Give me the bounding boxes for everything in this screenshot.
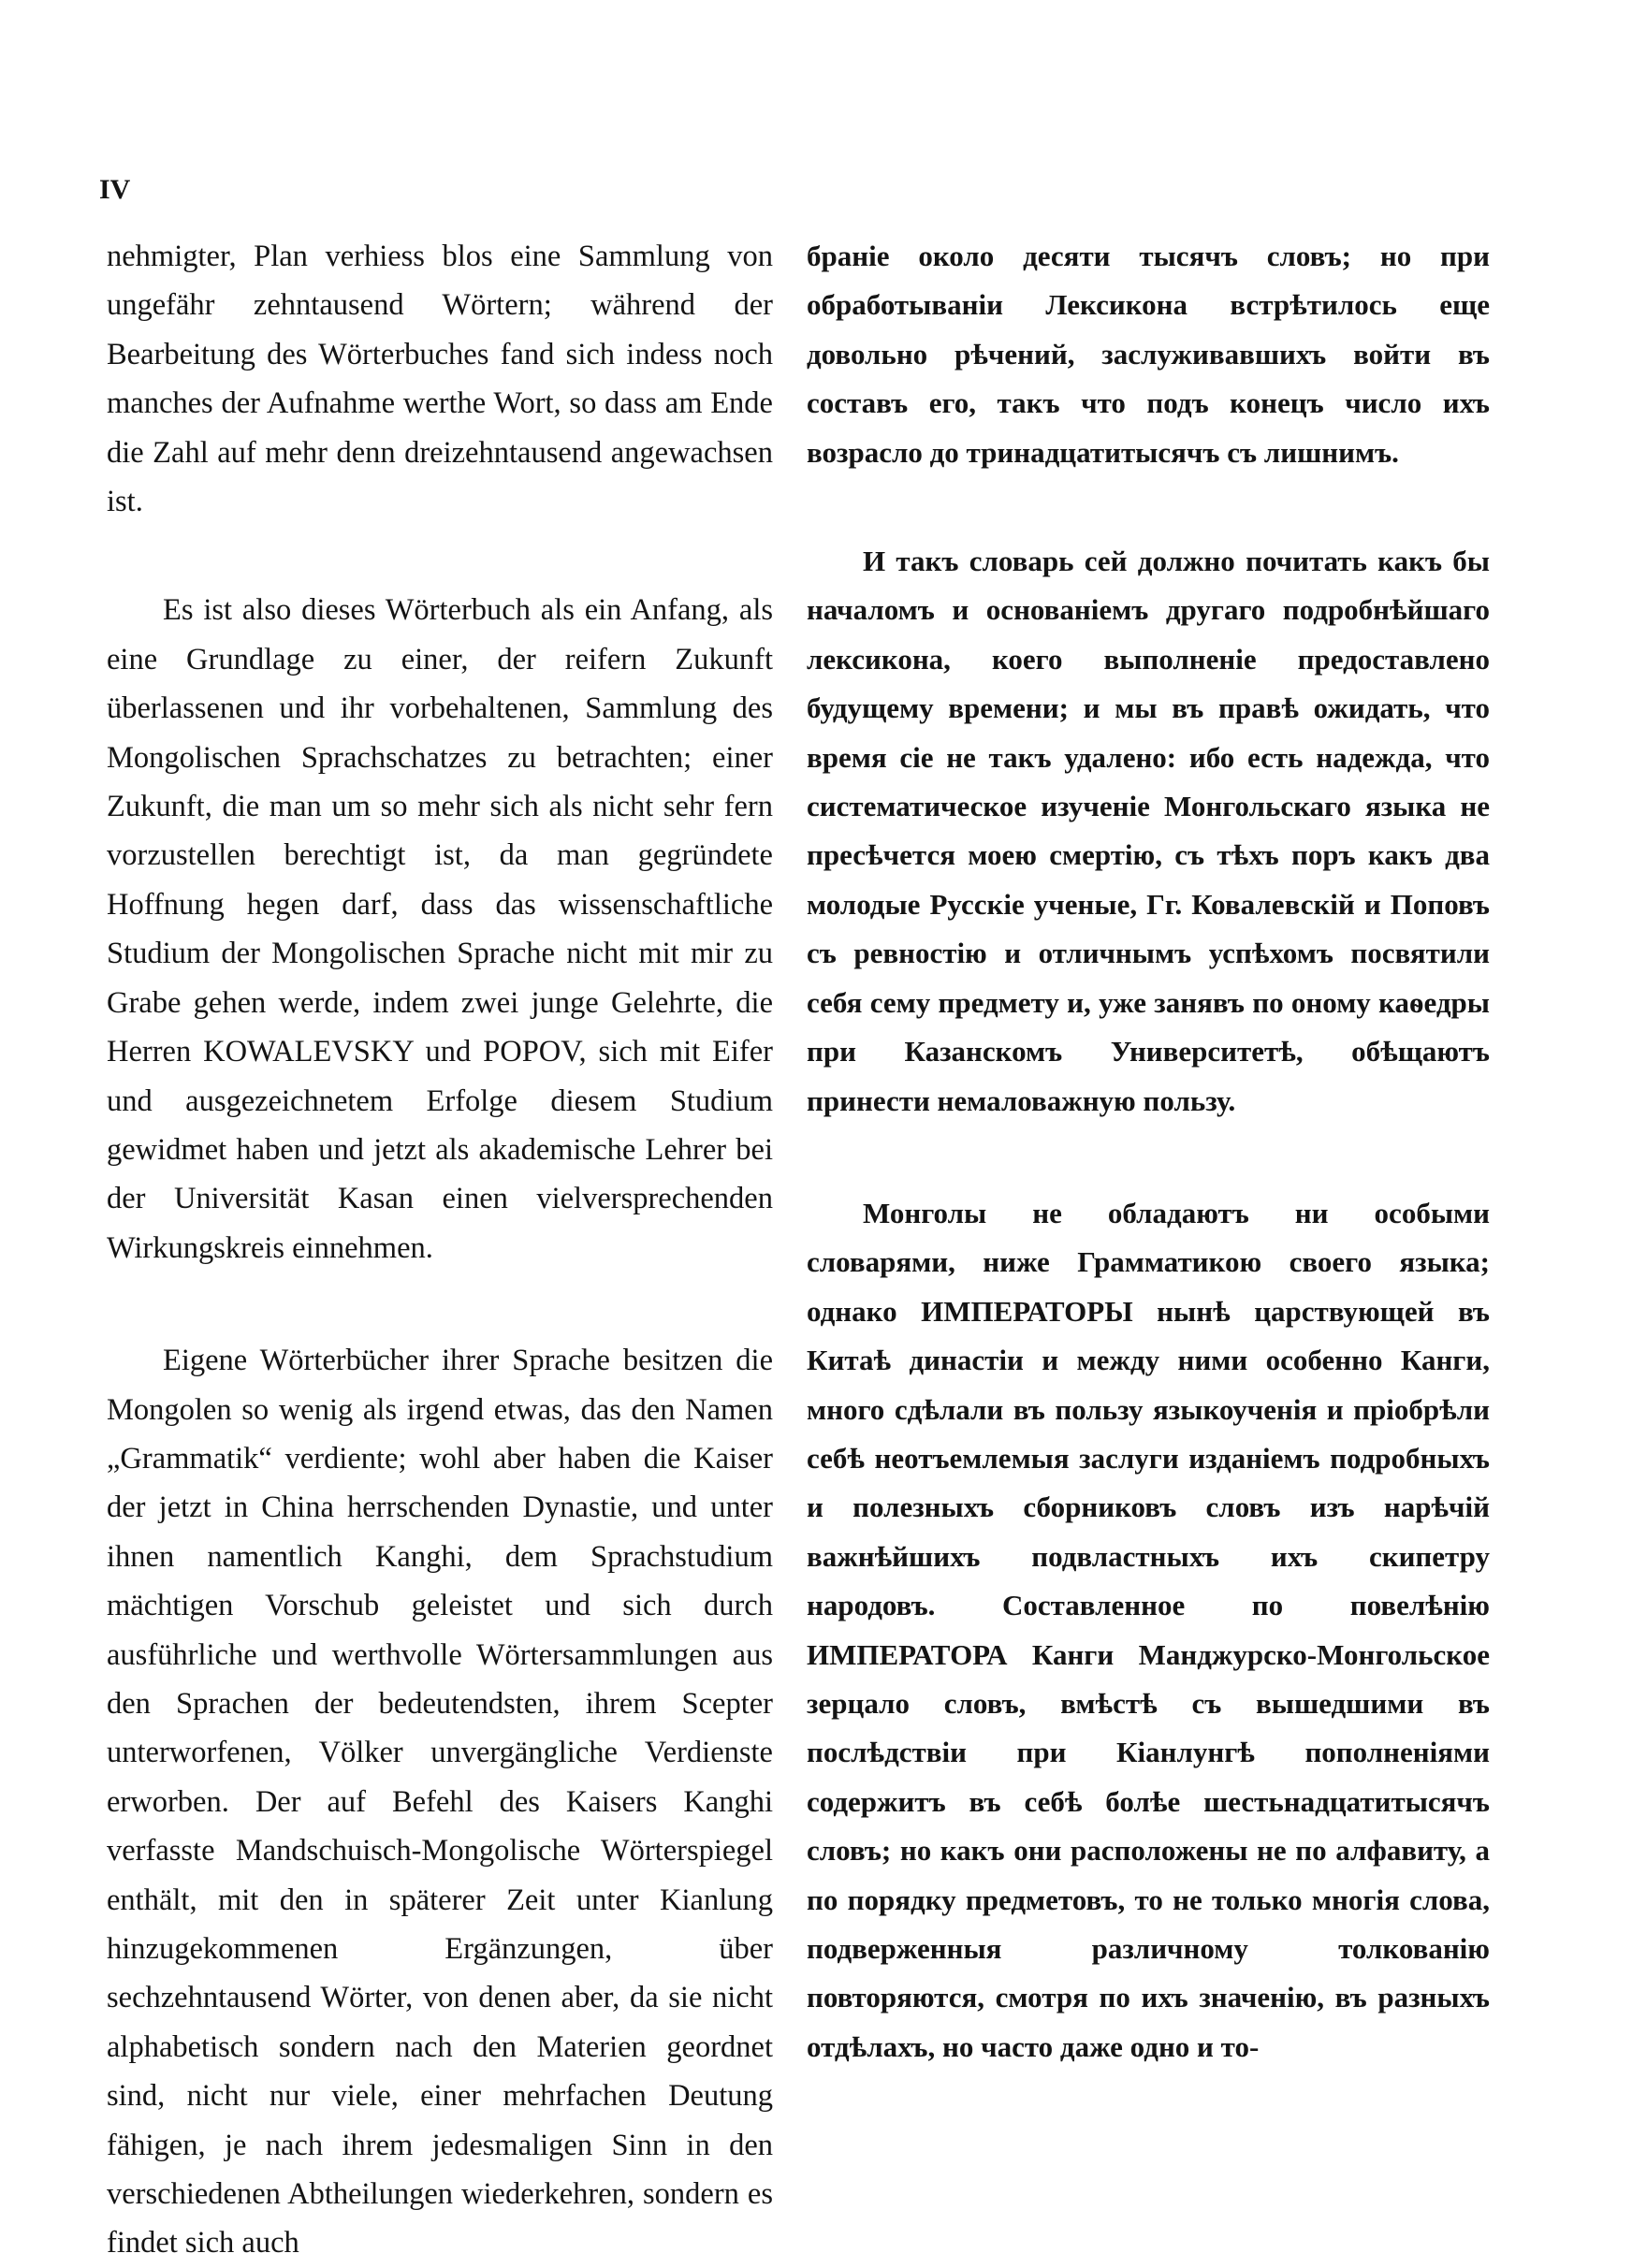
german-column [107,232,773,2268]
russian-paragraph: браніе около десяти тысячъ словъ; но при обработываніи Лексикона встрѣтилось еще довольно рѣчений, заслуживавшихъ войти въ составъ его, такъ что подъ конецъ число ихъ возрасло до тринадцатитысячъ съ лишнимъ. [807,240,1490,469]
german-paragraph: Es ist also dieses Wörterbuch als ein Anfang, als eine Grundlage zu einer, der reifern Zukunft überlassenen und ihr vorbehaltenen, Sammlung des Mongolischen Sprachschatzes zu betrachten; einer Zukunft, die man um so mehr sich als nicht sehr fern vorzustellen berechtigt ist, da man gegründete Hoffnung hegen darf, dass das wissenschaftliche Studium der Mongolischen Sprache nicht mit mir zu Grabe gehen werde, indem zwei junge Gelehrte, die Herren KOWALEVSKY und POPOV, sich mit Eifer und ausgezeichnetem Erfolge diesem Studium gewidmet haben und jetzt als akademische Lehrer bei der Universität Kasan einen vielversprechenden Wirkungskreis einnehmen. [107,593,773,1265]
german-paragraph: Eigene Wörterbücher ihrer Sprache besitzen die Mongolen so wenig als irgend etwas, das den Namen „Grammatik“ verdiente; wohl aber haben die Kaiser der jetzt in China herrschenden Dynastie, und unter ihnen namentlich Kanghi, dem Sprachstudium mächtigen Vorschub geleistet und sich durch ausführliche und werthvolle Wörtersammlungen aus den Sprachen der bedeutendsten, ihrem Scepter unterworfenen, Völker unvergängliche Verdienste erworben. Der auf Befehl des Kaisers Kanghi verfasste Mandschuisch-Mongolische Wörterspiegel enthält, mit den in späterer Zeit unter Kianlung hinzugekommenen Ergänzungen, über sechzehntausend Wörter, von denen aber, da sie nicht alphabetisch sondern nach den Materien geordnet sind, nicht nur viele, einer mehrfachen Deutung fähigen, je nach ihrem jedesmaligen Sinn in den verschiedenen Abtheilungen wiederkehren, sondern es findet sich auch [107,1344,773,2261]
page-number: IV [99,174,131,205]
russian-paragraph: И такъ словарь сей должно почитать какъ бы началомъ и основаніемъ другаго подробнѣйшаго лексикона, коего выполненіе предоставлено будущему времени; и мы въ правѣ ожидать, что время сіе не такъ удалено: ибо есть надежда, что систематическое изученіе Монгольскаго языка не пресѣчется моею смертію, съ тѣхъ поръ какъ два молодые Русскіе ученые, Гг. Ковалевскій и Поповъ съ ревностію и отличнымъ успѣхомъ посвятили себя сему предмету и, уже занявъ по оному каѳедры при Казанскомъ Университетѣ, обѣщаютъ принести немаловажную пользу. [807,545,1490,1117]
russian-column [807,232,1490,2072]
russian-paragraph: Монголы не обладаютъ ни особыми словарями, ниже Грамматикою своего языка; однако ИМПЕРАТОРЫ нынѣ царствующей въ Китаѣ династіи и между ними особенно Канги, много сдѣлали въ пользу языкоученія и пріобрѣли себѣ неотъемлемыя заслуги изданіемъ подробныхъ и полезныхъ сборниковъ словъ изъ нарѣчій важнѣйшихъ подвластныхъ ихъ скипетру народовъ. Составленное по повелѣнію ИМПЕРАТОРА Канги Манджурско-Монгольское зерцало словъ, вмѣстѣ съ вышедшими въ послѣдствіи при Кіанлунгѣ пополненіями содержитъ въ себѣ болѣе шестьнадцатитысячъ словъ; но какъ они расположены не по алфавиту, а по порядку предметовъ, то не только многія слова, подверженныя различному толкованію повторяются, смотря по ихъ значенію, въ разныхъ отдѣлахъ, но часто даже одно и то- [807,1196,1490,2063]
german-paragraph: nehmigter, Plan verhiess blos eine Sammlung von ungefähr zehntausend Wörtern; während der Bearbeitung des Wörterbuches fand sich indess noch manches der Aufnahme werthe Wort, so dass am Ende die Zahl auf mehr denn dreizehntausend angewachsen ist. [107,240,773,519]
